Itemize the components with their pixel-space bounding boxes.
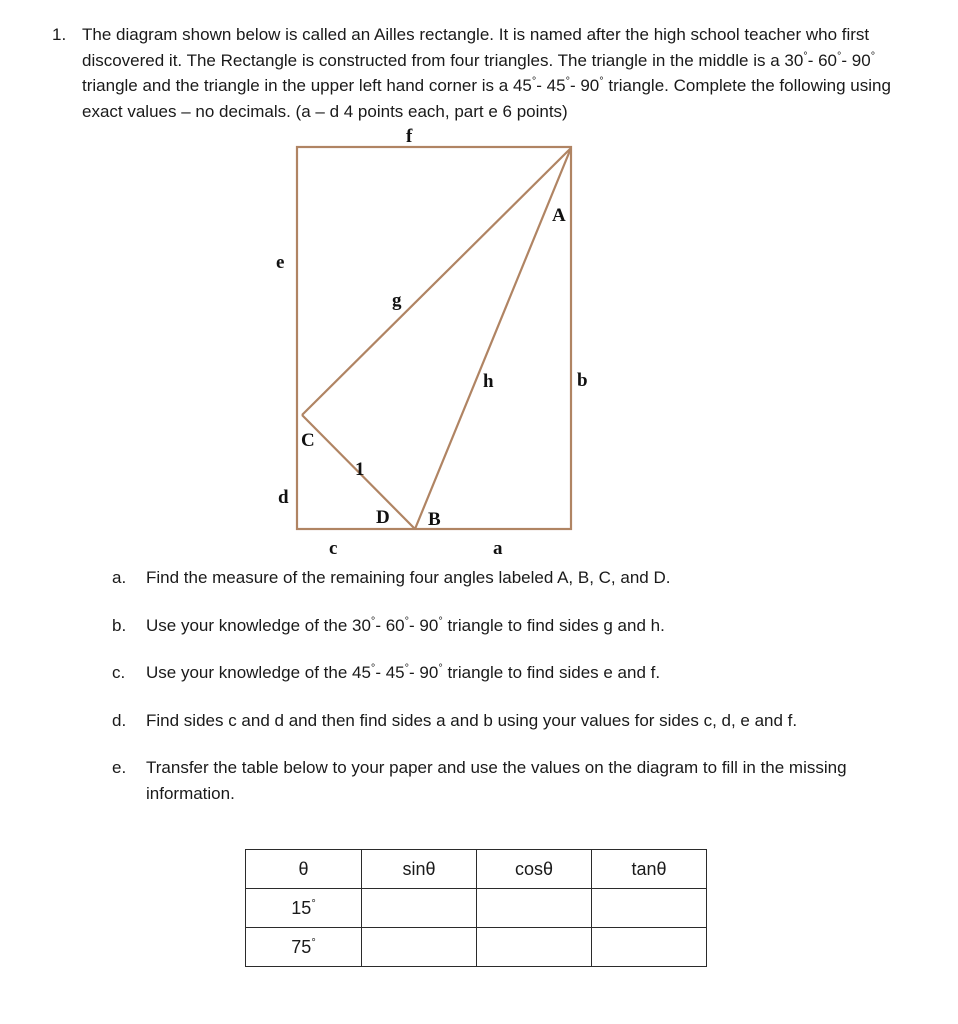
problem-text: The diagram shown below is called an Ailles rectangle. It is named after the high school teacher who first discovered it. The Rectangle is constructed from four triangles. The triangle in the middle is a 30°- 60°- 90° triangle and the triangle in the upper left hand corner is a 45°- 45°- 90° triangle. Complete the following using exact values – no decimals. (a – d 4 points each, part e 6 points) <box>82 25 891 121</box>
subquestion-c-text: Use your knowledge of the 45°- 45°- 90° triangle to find sides e and f. <box>146 662 661 682</box>
problem-number: 1. <box>52 25 67 44</box>
table-header-row <box>246 850 707 889</box>
table-cell-sin-15[interactable] <box>362 889 477 928</box>
diagram-label-a: a <box>493 538 503 559</box>
diagram-label-c: c <box>329 538 338 559</box>
diagram-label-b: b <box>577 370 588 391</box>
subquestion-e-text: Transfer the table below to your paper and use the values on the diagram to fill in the missing information. <box>146 758 847 803</box>
subquestion-a <box>112 565 912 591</box>
table-header-tan: tanθ <box>592 850 707 889</box>
diagram-label-h: h <box>483 371 494 392</box>
diagram-label-D: D <box>376 507 390 528</box>
table-row <box>246 928 707 967</box>
table-cell-theta-75: 75° <box>246 928 362 967</box>
table-cell-sin-75[interactable] <box>362 928 477 967</box>
rectangle-outline <box>297 147 571 529</box>
subquestion-a-text: Find the measure of the remaining four angles labeled A, B, C, and D. <box>146 568 671 587</box>
diagram-label-g: g <box>392 290 402 311</box>
problem-row <box>52 22 902 124</box>
table-cell-cos-75[interactable] <box>477 928 592 967</box>
subquestion-list <box>112 565 912 828</box>
segment-h <box>415 148 571 529</box>
subquestion-e <box>112 755 912 806</box>
diagram-label-f: f <box>406 126 413 147</box>
subquestion-e-letter: e. <box>112 758 127 777</box>
diagram-label-B: B <box>428 509 441 530</box>
table-row <box>246 889 707 928</box>
table-header-sin: sinθ <box>362 850 477 889</box>
ailles-rectangle-svg <box>250 120 620 570</box>
diagram-label-one: 1 <box>355 459 365 480</box>
subquestion-b <box>112 613 912 639</box>
subquestion-a-letter: a. <box>112 568 127 587</box>
table-cell-theta-15: 15° <box>246 889 362 928</box>
subquestion-d <box>112 708 912 734</box>
ailles-rectangle-diagram <box>250 120 620 570</box>
subquestion-c-letter: c. <box>112 663 126 682</box>
table-header-theta: θ <box>246 850 362 889</box>
subquestion-b-letter: b. <box>112 615 127 635</box>
table-cell-tan-15[interactable] <box>592 889 707 928</box>
subquestion-d-text: Find sides c and d and then find sides a and b using your values for sides c, d, e and f. <box>146 710 798 730</box>
table-cell-tan-75[interactable] <box>592 928 707 967</box>
diagram-label-d: d <box>278 487 289 508</box>
table-header-cos: cosθ <box>477 850 592 889</box>
diagram-label-C: C <box>301 430 315 451</box>
subquestion-d-letter: d. <box>112 710 127 730</box>
trig-values-table <box>245 849 707 967</box>
diagram-label-e: e <box>276 252 285 273</box>
subquestion-c <box>112 660 912 686</box>
segment-g <box>302 148 571 415</box>
table-cell-cos-15[interactable] <box>477 889 592 928</box>
diagram-label-A: A <box>552 205 566 226</box>
subquestion-b-text: Use your knowledge of the 30°- 60°- 90° triangle to find sides g and h. <box>146 614 665 635</box>
problem-statement <box>52 22 902 124</box>
